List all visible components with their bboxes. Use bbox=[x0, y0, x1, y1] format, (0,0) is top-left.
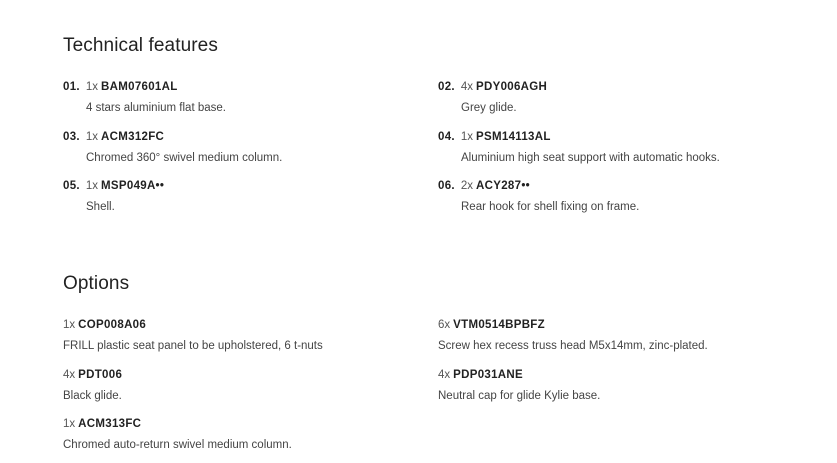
item-quantity: 4x bbox=[63, 369, 76, 381]
item-code: ACM313FC bbox=[78, 418, 142, 430]
item-code: PSM14113AL bbox=[476, 131, 551, 143]
item-description: 4 stars aluminium flat base. bbox=[86, 102, 226, 114]
item-description: Neutral cap for glide Kylie base. bbox=[438, 390, 601, 402]
item-description: Black glide. bbox=[63, 390, 122, 402]
item-code: PDP031ANE bbox=[453, 369, 523, 381]
option-item-5 bbox=[63, 417, 292, 452]
item-quantity: 6x bbox=[438, 319, 451, 331]
technical-item-05 bbox=[63, 179, 164, 214]
item-code: ACY287•• bbox=[476, 180, 530, 192]
item-quantity: 4x bbox=[438, 369, 451, 381]
technical-item-01 bbox=[63, 80, 226, 115]
item-quantity: 1x bbox=[63, 418, 76, 430]
item-description: Grey glide. bbox=[461, 102, 517, 114]
item-code: COP008A06 bbox=[78, 319, 147, 331]
item-quantity: 4x bbox=[460, 81, 474, 93]
technical-features-heading: Technical features bbox=[63, 35, 218, 56]
item-quantity: 1x bbox=[85, 131, 99, 143]
item-code: ACM312FC bbox=[101, 131, 165, 143]
item-description: FRILL plastic seat panel to be upholstered, 6 t-nuts bbox=[63, 340, 323, 352]
item-quantity: 1x bbox=[63, 319, 76, 331]
item-quantity: 2x bbox=[460, 180, 474, 192]
item-number: 05. bbox=[63, 180, 80, 192]
item-number: 03. bbox=[63, 131, 80, 143]
item-code: PDY006AGH bbox=[476, 81, 548, 93]
item-description: Screw hex recess truss head M5x14mm, zinc-plated. bbox=[438, 340, 708, 352]
options-heading: Options bbox=[63, 273, 130, 294]
technical-item-03 bbox=[63, 130, 282, 165]
item-description: Aluminium high seat support with automatic hooks. bbox=[461, 152, 720, 164]
technical-item-06 bbox=[438, 179, 639, 214]
technical-item-02 bbox=[438, 80, 547, 115]
item-number: 06. bbox=[438, 180, 455, 192]
item-code: MSP049A•• bbox=[101, 180, 165, 192]
item-quantity: 1x bbox=[460, 131, 474, 143]
item-quantity: 1x bbox=[85, 180, 99, 192]
item-number: 02. bbox=[438, 81, 455, 93]
option-item-3 bbox=[63, 368, 122, 403]
item-code: VTM0514BPBFZ bbox=[453, 319, 545, 331]
item-code: BAM07601AL bbox=[101, 81, 178, 93]
item-code: PDT006 bbox=[78, 369, 123, 381]
option-item-4 bbox=[438, 368, 600, 403]
item-quantity: 1x bbox=[85, 81, 99, 93]
option-item-2 bbox=[438, 318, 708, 353]
item-description: Rear hook for shell fixing on frame. bbox=[461, 201, 640, 213]
item-description: Chromed 360° swivel medium column. bbox=[86, 152, 283, 164]
technical-item-04 bbox=[438, 130, 720, 165]
item-number: 01. bbox=[63, 81, 80, 93]
item-description: Shell. bbox=[86, 201, 115, 213]
item-description: Chromed auto-return swivel medium column. bbox=[63, 439, 292, 451]
item-number: 04. bbox=[438, 131, 455, 143]
option-item-1 bbox=[63, 318, 323, 353]
